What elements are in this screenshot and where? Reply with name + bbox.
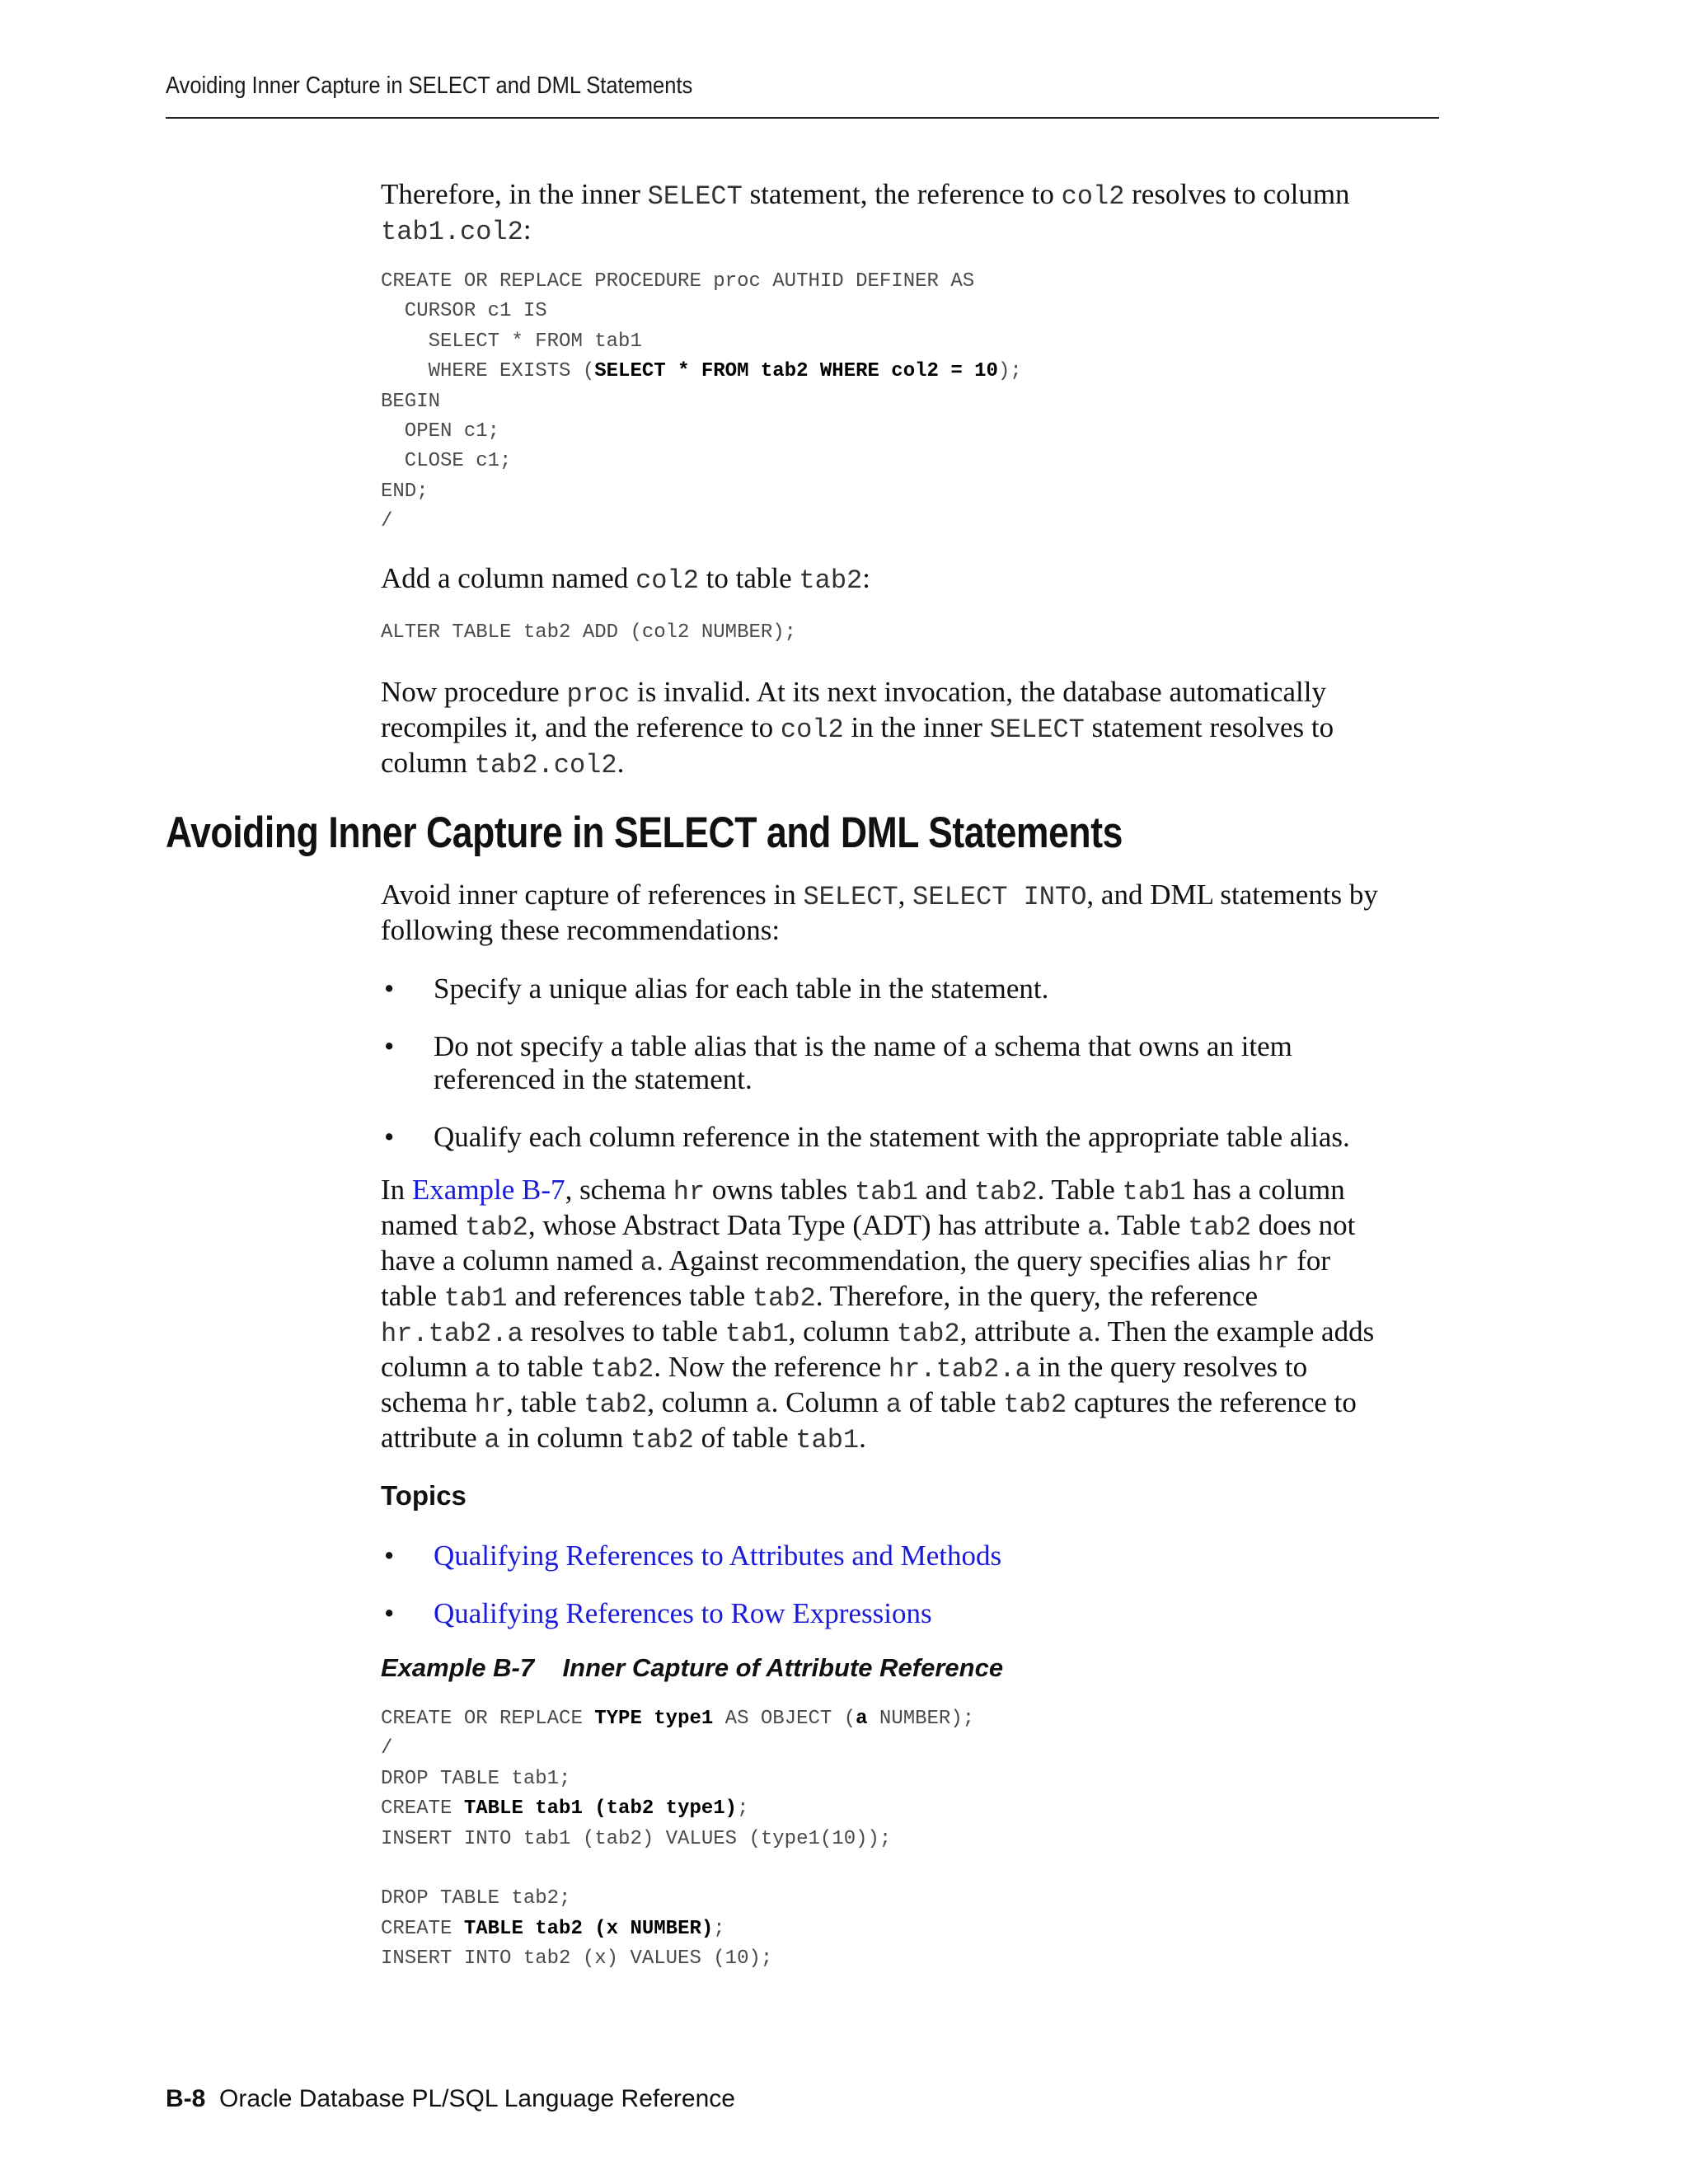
example-b7-link[interactable]: Example B-7	[411, 1174, 565, 1206]
book-title: Oracle Database PL/SQL Language Reference	[219, 2085, 735, 2112]
recommendations-intro: Avoid inner capture of references in SELECT, SELECT INTO, and DML statements by following these recommendations:	[381, 879, 1378, 946]
list-item: • Qualify each column reference in the statement with the appropriate table alias.	[384, 1121, 1350, 1153]
section-heading: Avoiding Inner Capture in SELECT and DML Statements	[166, 808, 1123, 857]
add-column-paragraph: Add a column named col2 to table tab2:	[381, 562, 870, 596]
page-number: B-8	[166, 2085, 206, 2112]
link-qualifying-attributes-methods[interactable]: Qualifying References to Attributes and Methods	[434, 1540, 1002, 1572]
topics-list	[381, 1540, 1444, 1572]
recommendation-list	[381, 972, 1444, 1005]
intro-paragraph: Therefore, in the inner SELECT statement, the reference to col2 resolves to column tab1.col2:	[381, 178, 1350, 247]
code-block-alter: ALTER TABLE tab2 ADD (col2 NUMBER);	[381, 621, 797, 644]
header-rule	[166, 117, 1439, 119]
list-item: • Qualifying References to Attributes and Methods	[384, 1540, 1002, 1572]
topics-list	[381, 1597, 1444, 1630]
code-block-procedure: CREATE OR REPLACE PROCEDURE proc AUTHID DEFINER AS CURSOR c1 IS SELECT * FROM tab1 WHERE EXISTS (SELECT * FROM tab2 WHERE col2 = 10); BEGIN OPEN c1; CLOSE c1; END; /	[381, 270, 1022, 533]
topics-heading: Topics	[381, 1480, 467, 1511]
example-explanation-paragraph: In Example B-7, schema hr owns tables tab1 and tab2. Table tab1 has a column named tab2, whose Abstract Data Type (ADT) has attribute a. Table tab2 does not have a column named a. Against recommendation, the query specifies alias hr for table tab1 and references table tab2. Therefore, in the query, the reference hr.tab2.a resolves to table tab1, column tab2, attribute a. Then the example adds column a to table tab2. Now the reference hr.tab2.a in the query resolves to schema hr, table tab2, column a. Column a of table tab2 captures the reference to attribute a in column tab2 of table tab1.	[381, 1174, 1375, 1455]
page-footer	[166, 2085, 735, 2113]
recommendation-list	[381, 1121, 1444, 1154]
running-header: Avoiding Inner Capture in SELECT and DML Statements	[166, 73, 693, 99]
invalid-procedure-paragraph: Now procedure proc is invalid. At its next invocation, the database automatically recompiles it, and the reference to col2 in the inner SELECT statement resolves to column tab2.col2.	[381, 676, 1334, 780]
link-qualifying-row-expressions[interactable]: Qualifying References to Row Expressions	[434, 1597, 932, 1629]
code-block-example: CREATE OR REPLACE TYPE type1 AS OBJECT (a NUMBER); / DROP TABLE tab1; CREATE TABLE tab1 (tab2 type1); INSERT INTO tab1 (tab2) VALUES (type1(10)); DROP TABLE tab2; CREATE TABLE tab2 (x NUMBER); INSERT INTO tab2 (x) VALUES (10);	[381, 1708, 975, 1971]
list-item: • Qualifying References to Row Expressions	[384, 1597, 932, 1629]
list-item: • Do not specify a table alias that is the name of a schema that owns an item referenced in the statement.	[384, 1030, 1292, 1095]
list-item: • Specify a unique alias for each table in the statement.	[384, 972, 1049, 1005]
example-title: Example B-7 Inner Capture of Attribute Reference	[381, 1653, 1004, 1682]
recommendation-list	[381, 1030, 1444, 1096]
